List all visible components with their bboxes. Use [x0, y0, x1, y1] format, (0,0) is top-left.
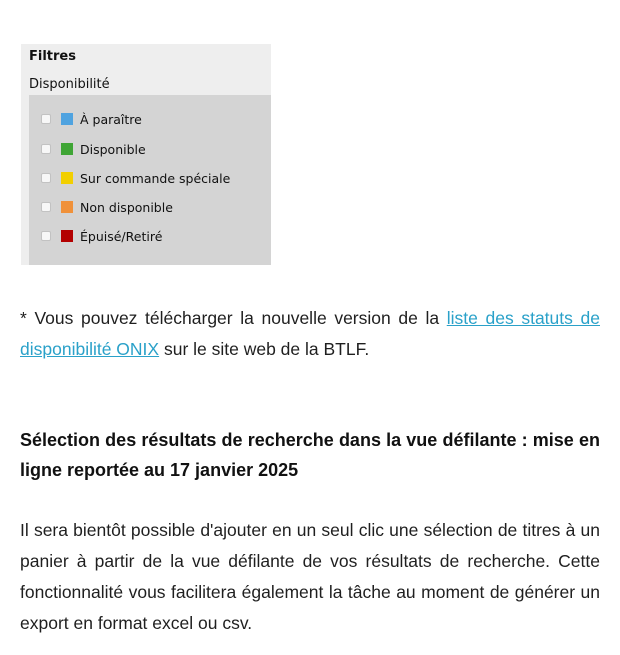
status-color-swatch: [61, 230, 73, 242]
onix-status-list-link[interactable]: liste des statuts de disponibilité ONIX: [20, 308, 600, 359]
status-color-swatch: [61, 201, 73, 213]
filter-list: [29, 95, 271, 265]
filter-item-label: À paraître: [80, 111, 142, 127]
filter-item-label: Épuisé/Retiré: [80, 228, 163, 244]
filter-item-epuise-retire[interactable]: [29, 226, 271, 246]
filter-item-a-paraitre[interactable]: [29, 109, 271, 129]
note-prefix: * Vous pouvez télécharger la nouvelle version de la: [20, 308, 447, 328]
filter-panel-subtitle: Disponibilité: [29, 77, 110, 92]
checkbox[interactable]: [41, 202, 51, 212]
availability-filter-panel: [21, 44, 271, 265]
download-note: [20, 303, 600, 365]
checkbox[interactable]: [41, 173, 51, 183]
section-body: Il sera bientôt possible d'ajouter en un seul clic une sélection de titres à un panier à partir de la vue défilante de vos résultats de recherche. Cette fonctionnalité vous facilitera également la tâche au moment de générer un export en format excel ou csv.: [20, 520, 600, 633]
filter-item-label: Disponible: [80, 141, 146, 157]
status-color-swatch: [61, 143, 73, 155]
status-color-swatch: [61, 113, 73, 125]
section-heading: Sélection des résultats de recherche dans la vue défilante : mise en ligne reportée au 17 janvier 2025: [20, 430, 600, 480]
checkbox[interactable]: [41, 114, 51, 124]
filter-panel-title: Filtres: [29, 49, 76, 64]
filter-item-sur-commande-speciale[interactable]: [29, 168, 271, 188]
filter-item-label: Non disponible: [80, 199, 173, 215]
filter-item-non-disponible[interactable]: [29, 197, 271, 217]
note-suffix: sur le site web de la BTLF.: [159, 339, 370, 359]
filter-item-label: Sur commande spéciale: [80, 170, 231, 186]
status-color-swatch: [61, 172, 73, 184]
checkbox[interactable]: [41, 144, 51, 154]
checkbox[interactable]: [41, 231, 51, 241]
filter-item-disponible[interactable]: [29, 139, 271, 159]
